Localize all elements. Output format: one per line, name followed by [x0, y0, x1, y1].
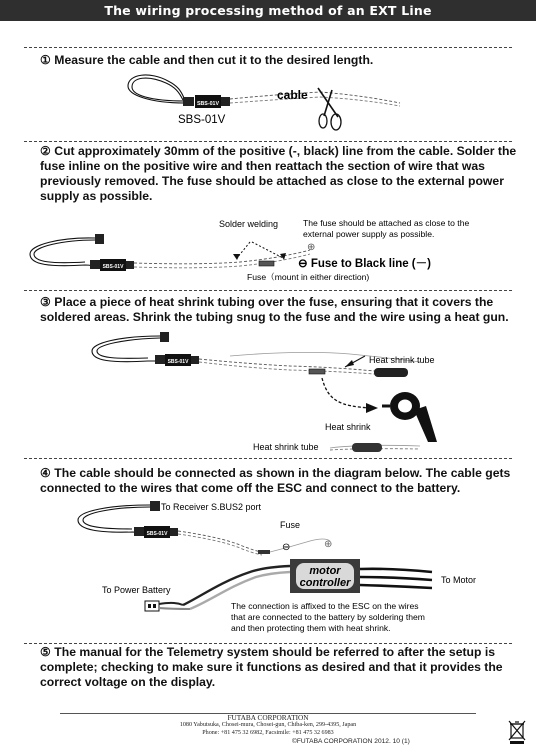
step-5-text: ⑤ The manual for the Telemetry system should be referred to after the setup is complete; checking to make sure it functions as desired and that it provides the correct voltage on the display. [40, 645, 503, 689]
sensor-label: SBS-01V [178, 114, 226, 126]
step-3-text: ③ Place a piece of heat shrink tubing over the fuse, ensuring that it covers the soldered areas. Shrink the tubing snug to the fuse and the wire using a heat gun. [40, 295, 509, 324]
esc-note-line-2: that are connected to the battery by soldering them [231, 612, 425, 622]
fuse-label: Fuse [280, 520, 301, 530]
power-battery-label: To Power Battery [102, 585, 171, 595]
heat-shrink-label: Heat shrink [325, 422, 371, 432]
figure-connection-diagram [0, 497, 536, 643]
receiver-port-label: To Receiver S.BUS2 port [161, 502, 262, 512]
fuse-note-line-2: external power supply as possible. [303, 229, 435, 239]
plus-sign: ⊕ [324, 539, 333, 550]
svg-text:SBS-01V: SBS-01V [167, 359, 189, 365]
battery-connector [145, 601, 159, 611]
divider [24, 141, 512, 142]
fuse-to-black-line-label: ⊖ Fuse to Black line (－) [298, 258, 431, 270]
footer-copyright: ©FUTABA CORPORATION 2012. 10 (1) [292, 738, 410, 745]
figure-solder-fuse [0, 210, 536, 290]
footer-address: 1080 Yabutsuka, Chosei-mura, Chosei-gun, Chiba-ken, 299-4395, Japan [179, 722, 357, 728]
fuse [259, 261, 274, 266]
weee-crossed-bin-icon [507, 719, 527, 745]
solder-welding-label: Solder welding [219, 219, 279, 229]
step-4-text: ④ The cable should be connected as shown in the diagram below. The cable gets connected to the wires that come off the ESC and connect to the battery. [40, 466, 511, 495]
heat-shrink-tube-label-bottom: Heat shrink tube [253, 442, 319, 452]
figure-heat-shrink [0, 326, 536, 456]
heat-shrink-tube-label-top: Heat shrink tube [369, 355, 435, 365]
svg-text:SBS-01V: SBS-01V [146, 531, 168, 537]
step-1-text: ① Measure the cable and then cut it to the desired length. [40, 53, 374, 67]
heat-gun-icon [382, 392, 437, 442]
svg-text:SBS-01V: SBS-01V [102, 264, 124, 270]
plus-sign: ⊕ [307, 242, 316, 253]
figure-cut-cable [0, 70, 536, 140]
fuse-note-line-1: The fuse should be attached as close to the [303, 218, 470, 228]
divider [24, 47, 512, 48]
page-title: The wiring processing method of an EXT Line [0, 0, 536, 21]
motor-label: To Motor [441, 575, 477, 585]
divider [24, 643, 512, 644]
minus-sign: ⊖ [282, 542, 291, 553]
esc-note-line-3: and then protecting them with heat shrink. [231, 623, 391, 633]
fuse-label: Fuse（mount in either direction) [247, 272, 370, 282]
cable-label: cable [277, 88, 308, 102]
heat-shrink-tube [374, 368, 408, 377]
divider [24, 290, 512, 291]
footer [0, 713, 536, 737]
esc-label-line-2: controller [299, 577, 351, 589]
esc-note-line-1: The connection is affixed to the ESC on the wires [231, 601, 419, 611]
footer-phone: Phone: +81 475 32 6982, Facsimile: +81 475 32 6983 [202, 729, 334, 736]
esc-label-line-1: motor [309, 565, 341, 577]
footer-company: FUTABA CORPORATION [227, 713, 309, 722]
heat-shrink-tube-applied [352, 443, 382, 452]
divider [24, 458, 512, 459]
step-2-text: ② Cut approximately 30mm of the positive (-, black) line from the cable. Solder the fuse inline on the positive wire and then reattach the section of wire that was previously removed. The fuse should be attached as close to the external power supply as possible. [40, 144, 517, 203]
sensor-unit-marking: SBS-01V [196, 101, 220, 107]
